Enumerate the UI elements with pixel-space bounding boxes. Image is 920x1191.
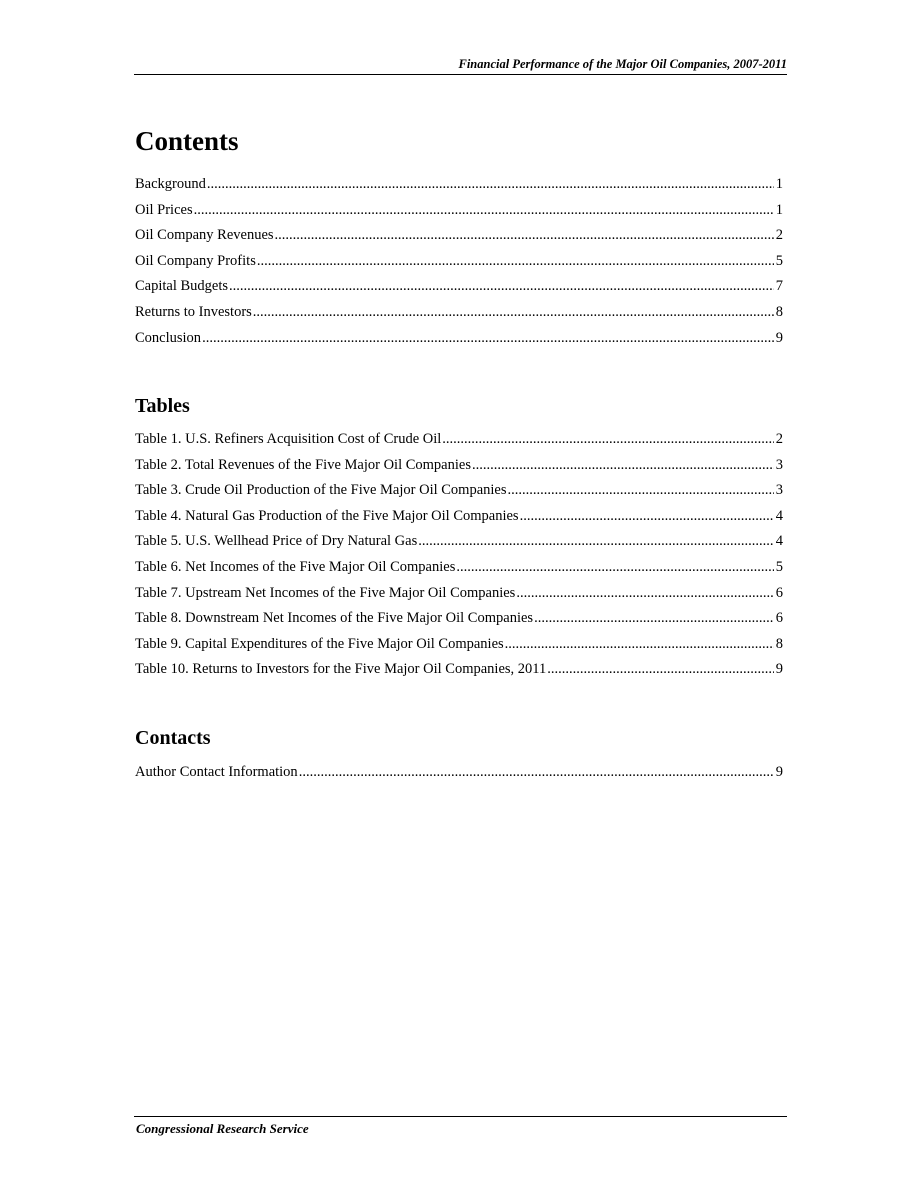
dot-leader <box>534 608 774 628</box>
tables-heading: Tables <box>135 395 190 417</box>
toc-entry-title: Table 4. Natural Gas Production of the Five Major Oil Companies <box>135 507 519 524</box>
toc-entry-title: Capital Budgets <box>135 278 229 295</box>
contents-list <box>135 174 783 353</box>
toc-entry-title: Table 9. Capital Expenditures of the Five Major Oil Companies <box>135 635 504 652</box>
contacts-list <box>135 762 783 788</box>
dot-leader <box>275 225 774 245</box>
toc-entry-page: 8 <box>775 303 783 320</box>
toc-entry-returns-to-investors[interactable] <box>135 302 783 328</box>
toc-entry-table-2[interactable] <box>135 455 783 481</box>
toc-entry-table-3[interactable] <box>135 480 783 506</box>
toc-entry-conclusion[interactable] <box>135 328 783 354</box>
toc-entry-table-4[interactable] <box>135 506 783 532</box>
toc-entry-page: 9 <box>775 764 783 780</box>
toc-entry-title: Table 7. Upstream Net Incomes of the Five Major Oil Companies <box>135 584 516 601</box>
dot-leader <box>508 480 774 500</box>
contacts-heading: Contacts <box>135 727 211 749</box>
dot-leader <box>194 200 774 220</box>
dot-leader <box>547 659 774 679</box>
dot-leader <box>472 455 774 475</box>
toc-entry-page: 1 <box>775 201 783 218</box>
toc-entry-page: 9 <box>775 329 783 346</box>
dot-leader <box>418 531 774 551</box>
toc-entry-author-contact[interactable] <box>135 762 783 788</box>
toc-entry-page: 4 <box>775 507 783 524</box>
toc-entry-table-1[interactable] <box>135 429 783 455</box>
dot-leader <box>299 762 774 782</box>
dot-leader <box>505 634 774 654</box>
toc-entry-background[interactable] <box>135 174 783 200</box>
footer-text: Congressional Research Service <box>136 1121 309 1136</box>
toc-entry-title: Table 6. Net Incomes of the Five Major Oil Companies <box>135 558 456 575</box>
toc-entry-page: 3 <box>775 482 783 499</box>
toc-entry-table-9[interactable] <box>135 634 783 660</box>
toc-entry-table-5[interactable] <box>135 531 783 557</box>
toc-entry-title: Conclusion <box>135 329 202 346</box>
toc-entry-title: Table 8. Downstream Net Incomes of the Five Major Oil Companies <box>135 610 534 627</box>
toc-entry-oil-prices[interactable] <box>135 200 783 226</box>
toc-entry-page: 8 <box>775 635 783 652</box>
header-title: Financial Performance of the Major Oil Companies, 2007-2011 <box>458 57 787 71</box>
toc-entry-page: 1 <box>775 176 783 192</box>
toc-entry-page: 3 <box>775 456 783 473</box>
toc-entry-title: Oil Company Revenues <box>135 227 274 244</box>
dot-leader <box>229 276 774 296</box>
toc-entry-page: 5 <box>775 558 783 575</box>
dot-leader <box>207 174 774 194</box>
toc-entry-page: 4 <box>775 533 783 550</box>
dot-leader <box>253 302 774 322</box>
toc-entry-table-10[interactable] <box>135 659 783 685</box>
toc-entry-page: 6 <box>775 610 783 627</box>
toc-entry-table-8[interactable] <box>135 608 783 634</box>
toc-entry-title: Background <box>135 176 206 192</box>
toc-entry-page: 2 <box>775 227 783 244</box>
toc-entry-oil-company-revenues[interactable] <box>135 225 783 251</box>
toc-entry-title: Table 5. U.S. Wellhead Price of Dry Natural Gas <box>135 533 418 550</box>
tables-list <box>135 429 783 685</box>
toc-entry-title: Table 1. U.S. Refiners Acquisition Cost of Crude Oil <box>135 431 442 447</box>
toc-entry-page: 5 <box>775 252 783 269</box>
dot-leader <box>520 506 774 526</box>
dot-leader <box>202 328 774 348</box>
toc-entry-title: Table 3. Crude Oil Production of the Five Major Oil Companies <box>135 482 507 499</box>
toc-entry-title: Table 2. Total Revenues of the Five Major Oil Companies <box>135 456 471 473</box>
toc-entry-title: Returns to Investors <box>135 303 252 320</box>
toc-entry-oil-company-profits[interactable] <box>135 251 783 277</box>
toc-entry-page: 7 <box>775 278 783 295</box>
contents-heading: Contents <box>135 126 239 156</box>
running-footer <box>134 1116 787 1136</box>
dot-leader <box>516 583 773 603</box>
toc-entry-page: 6 <box>775 584 783 601</box>
toc-entry-title: Table 10. Returns to Investors for the Five Major Oil Companies, 2011 <box>135 661 547 678</box>
dot-leader <box>456 557 773 577</box>
toc-entry-title: Oil Prices <box>135 201 193 218</box>
toc-entry-title: Oil Company Profits <box>135 252 256 269</box>
dot-leader <box>442 429 773 449</box>
toc-entry-table-7[interactable] <box>135 583 783 609</box>
toc-entry-capital-budgets[interactable] <box>135 276 783 302</box>
toc-entry-page: 9 <box>775 661 783 678</box>
toc-entry-page: 2 <box>775 431 783 447</box>
dot-leader <box>257 251 774 271</box>
running-header <box>134 55 787 75</box>
toc-entry-table-6[interactable] <box>135 557 783 583</box>
toc-entry-title: Author Contact Information <box>135 764 298 780</box>
